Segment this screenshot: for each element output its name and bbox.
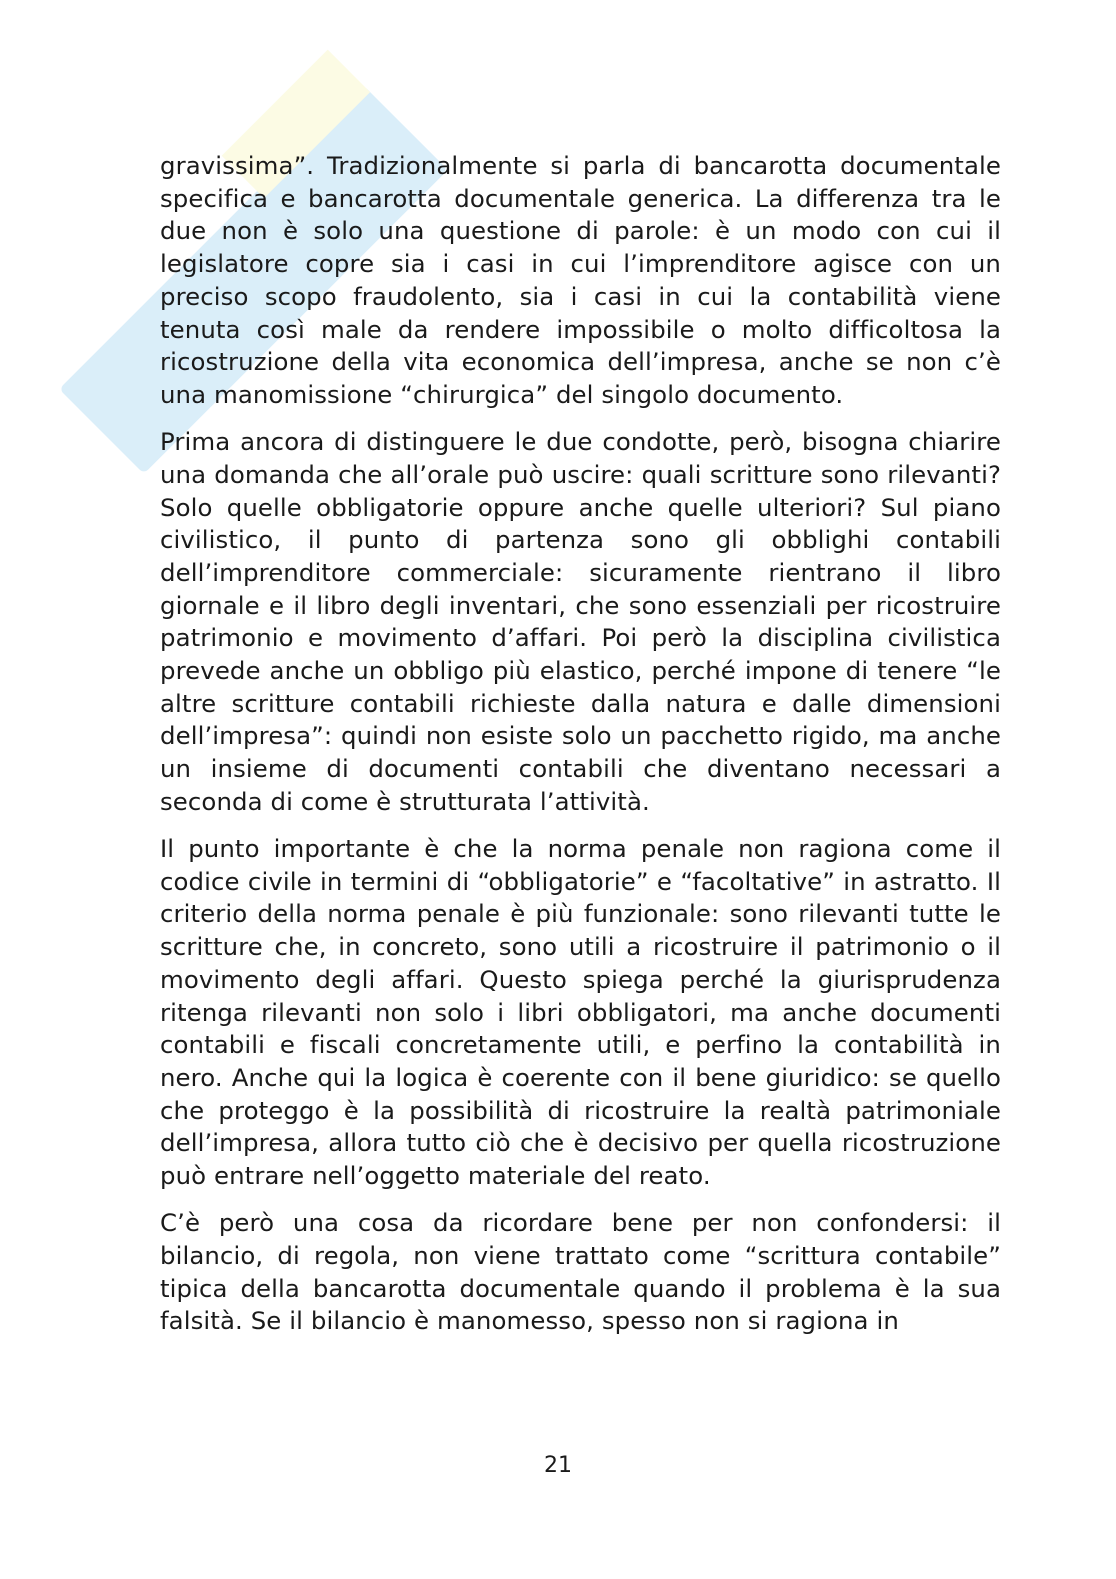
body-text: [160, 150, 1001, 1353]
paragraph-4: C’è però una cosa da ricordare bene per non confondersi: il bilancio, di regola, non viene trattato come “scrittura contabile” tipica della bancarotta documentale quando il problema è la sua falsità. Se il bilancio è manomesso, spesso non si ragiona in: [160, 1208, 1001, 1336]
paragraph-2: Prima ancora di distinguere le due condotte, però, bisogna chiarire una domanda che all’orale può uscire: quali scritture sono rilevanti? Solo quelle obbligatorie oppure anche quelle ulteriori? Sul piano civilistico, il punto di partenza sono gli obblighi contabili dell’imprenditore commerciale: sicuramente rientrano il libro giornale e il libro degli inventari, che sono essenziali per ricostruire patrimonio e movimento d’affari. Poi però la disciplina civilistica prevede anche un obbligo più elastico, perché impone di tenere “le altre scritture contabili richieste dalla natura e dalle dimensioni dell’impresa”: quindi non esiste solo un pacchetto rigido, ma anche un insieme di documenti contabili che diventano necessari a seconda di come è strutturata l’attività.: [160, 427, 1001, 816]
page-number: 21: [544, 1453, 572, 1478]
paragraph-3: Il punto importante è che la norma penale non ragiona come il codice civile in termini di “obbligatorie” e “facoltative” in astratto. Il criterio della norma penale è più funzionale: sono rilevanti tutte le scritture che, in concreto, sono utili a ricostruire il patrimonio o il movimento degli affari. Questo spiega perché la giurisprudenza ritenga rilevanti non solo i libri obbligatori, ma anche documenti contabili e fiscali concretamente utili, e perfino la contabilità in nero. Anche qui la logica è coerente con il bene giuridico: se quello che proteggo è la possibilità di ricostruire la realtà patrimoniale dell’impresa, allora tutto ciò che è decisivo per quella ricostruzione può entrare nell’oggetto materiale del reato.: [160, 834, 1001, 1191]
paragraph-1: gravissima”. Tradizionalmente si parla di bancarotta documentale specifica e bancarotta documentale generica. La differenza tra le due non è solo una questione di parole: è un modo con cui il legislatore copre sia i casi in cui l’imprenditore agisce con un preciso scopo fraudolento, sia i casi in cui la contabilità viene tenuta così male da rendere impossibile o molto difficoltosa la ricostruzione della vita economica dell’impresa, anche se non c’è una manomissione “chirurgica” del singolo documento.: [160, 151, 1001, 409]
